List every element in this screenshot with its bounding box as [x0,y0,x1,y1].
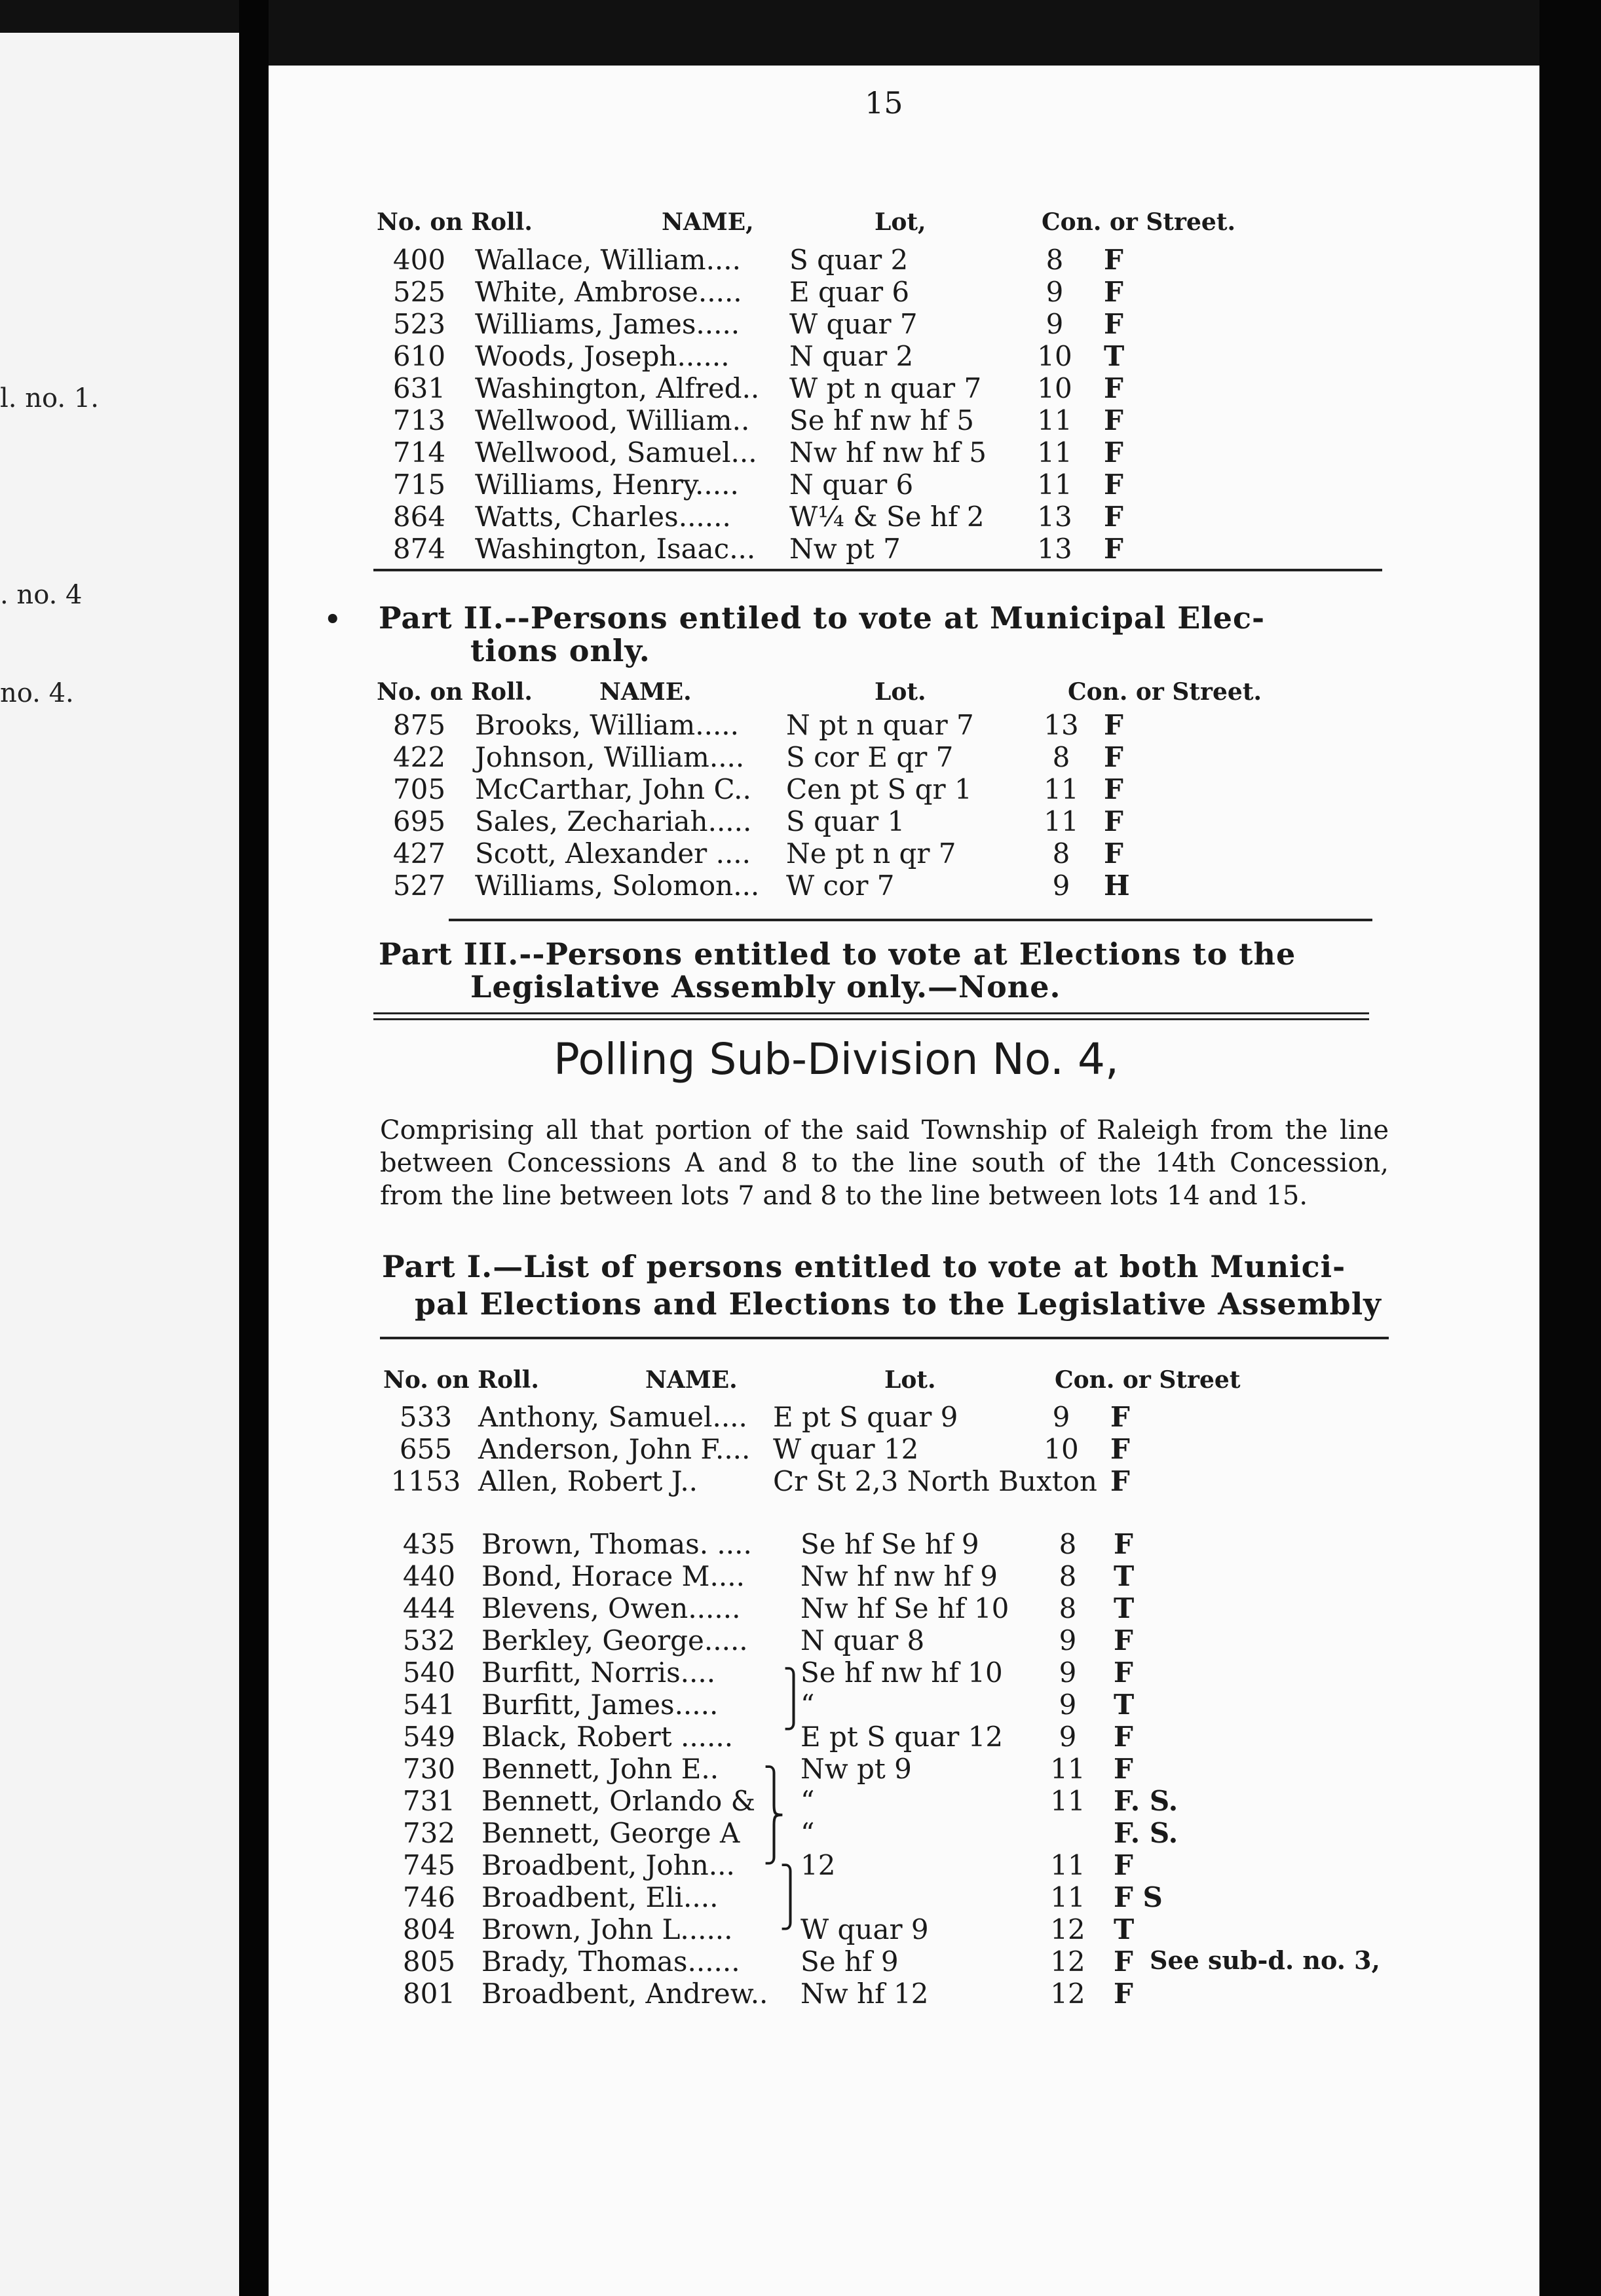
voter-name: Anderson, John F.... [478,1433,751,1465]
lot: “ [800,1785,815,1817]
concession: 13 [1037,501,1072,533]
roll-number: 525 [392,276,446,308]
lot: N quar 8 [800,1624,925,1656]
table-row [0,1433,1601,1464]
lot: Nw pt 9 [800,1753,912,1785]
table-row [0,469,1601,500]
concession: 8 [1059,1560,1077,1592]
concession: 8 [1045,244,1064,276]
lot: W¼ & Se hf 2 [789,501,985,533]
column-header-lot: Lot, [875,208,926,236]
tenure: F [1114,1624,1133,1656]
lot: “ [800,1689,815,1721]
tenure: F [1104,533,1123,565]
table-row [0,1528,1601,1559]
lot: W quar 7 [789,308,918,340]
roll-number: 532 [402,1624,456,1656]
grouping-brace: ⎭ [763,1831,785,1865]
part3-title-line1: Part III.--Persons entitled to vote at Elections to the [379,936,1296,972]
tenure: T [1114,1592,1135,1624]
voter-name: Broadbent, Eli.... [481,1881,719,1913]
table-row [0,870,1601,901]
voter-name: Burfitt, James..... [481,1689,719,1721]
lot: Se hf nw hf 5 [789,404,974,436]
voter-name: Johnson, William.... [475,741,745,773]
lot: W pt n quar 7 [789,372,982,404]
table-row [0,372,1601,404]
voter-name: Wellwood, Samuel... [475,436,757,469]
roll-number: 715 [392,469,446,501]
table-row [0,244,1601,275]
lot: W quar 12 [773,1433,919,1465]
voter-name: McCarthar, John C.. [475,773,751,805]
tenure: F [1114,1978,1133,2010]
tenure: F [1104,805,1123,837]
lot: “ [800,1817,815,1849]
voter-name: Allen, Robert J.. [478,1465,698,1497]
roll-number: 730 [402,1753,456,1785]
roll-number: 746 [402,1881,456,1913]
table-row [0,1560,1601,1592]
table-row [0,1817,1601,1848]
voter-name: Williams, James..... [475,308,740,340]
concession: 10 [1037,340,1072,372]
table-row [0,1753,1601,1784]
voter-name: Williams, Solomon... [475,870,760,902]
part3-title-line2: Legislative Assembly only.—None. [470,969,1061,1004]
concession: 9 [1045,308,1064,340]
tenure: F [1104,436,1123,469]
voter-name: Brown, John L...... [481,1913,733,1945]
roll-number: 444 [402,1592,456,1624]
voter-name: Burfitt, Norris.... [481,1656,716,1689]
voter-name: Williams, Henry..... [475,469,739,501]
roll-number: 714 [392,436,446,469]
lot: N quar 6 [789,469,914,501]
lot: S quar 2 [789,244,909,276]
lot: Cen pt S qr 1 [786,773,972,805]
voter-name: Broadbent, Andrew.. [481,1978,768,2010]
concession: 9 [1052,870,1070,902]
lot: Nw hf nw hf 9 [800,1560,998,1592]
concession: 12 [1050,1913,1085,1945]
roll-number: 805 [402,1945,456,1978]
concession: 11 [1050,1785,1085,1817]
grouping-brace: ⎫ [780,1864,801,1898]
roll-number: 540 [402,1656,456,1689]
tenure: F. S. [1114,1817,1178,1849]
tenure: F [1104,837,1123,870]
roll-number: 1153 [390,1465,461,1497]
voter-name: Wellwood, William.. [475,404,750,436]
voter-name: Brady, Thomas...... [481,1945,740,1978]
column-header-name: NAME. [645,1366,738,1394]
tenure: T [1114,1560,1135,1592]
concession: 8 [1059,1592,1077,1624]
tenure: F [1114,1945,1133,1978]
roll-number: 523 [392,308,446,340]
lot: Cr St 2,3 North Buxton [773,1465,1097,1497]
voter-name: Broadbent, John... [481,1849,735,1881]
concession: 11 [1044,773,1079,805]
table-row [0,501,1601,532]
voter-name: Bennett, Orlando & [481,1785,756,1817]
table-row [0,1624,1601,1656]
grouping-brace: ⎬ [763,1799,785,1832]
tenure: F [1104,741,1123,773]
roll-number: 422 [392,741,446,773]
lot: Nw pt 7 [789,533,901,565]
tenure: F [1104,469,1123,501]
lot: Se hf Se hf 9 [800,1528,979,1560]
part1-title-line2: pal Elections and Elections to the Legislative Assembly [415,1286,1382,1322]
lot: Nw hf Se hf 10 [800,1592,1009,1624]
table-row [0,533,1601,564]
table-row [0,1945,1601,1977]
roll-number: 527 [392,870,446,902]
concession: 13 [1037,533,1072,565]
column-header-lot: Lot. [884,1366,936,1394]
table-row [0,837,1601,869]
concession: 9 [1052,1401,1070,1433]
lot: S cor E qr 7 [786,741,954,773]
lot: Nw hf 12 [800,1978,929,2010]
voter-name: Watts, Charles...... [475,501,731,533]
polling-subdivision-title: Polling Sub-Division No. 4, [554,1034,1119,1084]
roll-number: 440 [402,1560,456,1592]
lot: Ne pt n qr 7 [786,837,956,870]
tenure: F [1114,1849,1133,1881]
tenure: F [1104,404,1123,436]
tenure: T [1104,340,1125,372]
table-row [0,1401,1601,1432]
roll-number: 549 [402,1721,456,1753]
voter-name: Washington, Isaac... [475,533,756,565]
column-header-no: No. on Roll. [377,208,533,236]
tenure: T [1114,1689,1135,1721]
tenure: F. S. [1114,1785,1178,1817]
left-page-fragment: no. 4. [0,678,74,708]
roll-number: 655 [399,1433,453,1465]
roll-number: 732 [402,1817,456,1849]
voter-name: Scott, Alexander .... [475,837,751,870]
concession: 11 [1037,469,1072,501]
roll-number: 745 [402,1849,456,1881]
concession: 11 [1050,1849,1085,1881]
voter-name: Wallace, William.... [475,244,741,276]
lot: W cor 7 [786,870,895,902]
voter-name: Bennett, John E.. [481,1753,719,1785]
table-row [0,276,1601,307]
roll-number: 731 [402,1785,456,1817]
tenure: F [1114,1753,1133,1785]
table-row [0,805,1601,837]
voter-name: Anthony, Samuel.... [478,1401,747,1433]
tenure: F [1110,1401,1130,1433]
lot: E pt S quar 12 [800,1721,1004,1753]
lot: Se hf nw hf 10 [800,1656,1003,1689]
concession: 12 [1050,1945,1085,1978]
voter-name: Sales, Zechariah..... [475,805,752,837]
roll-number: 801 [402,1978,456,2010]
grouping-brace: ⎫ [763,1766,785,1799]
tenure: F S [1114,1881,1163,1913]
grouping-brace: ⎫ [783,1668,804,1701]
column-header-name: NAME, [662,208,754,236]
voter-name: Blevens, Owen...... [481,1592,741,1624]
column-header-con: Con. or Street. [1068,678,1262,706]
tenure: F [1104,372,1123,404]
roll-number: 541 [402,1689,456,1721]
part2-title-line1: Part II.--Persons entiled to vote at Municipal Elec- [379,600,1266,636]
tenure: F [1114,1721,1133,1753]
tenure: F [1104,244,1123,276]
page-number: 15 [865,85,903,121]
tenure: F [1104,276,1123,308]
voter-name: Bond, Horace M.... [481,1560,745,1592]
section-rule [373,569,1382,571]
concession: 9 [1059,1689,1077,1721]
subdivision-description: Comprising all that portion of the said Township of Raleigh from the line between Concessions A and 8 to the line south of the 14th Concession, from the line between lots 7 and 8 to the line between lots 14 and 15. [380,1115,1389,1211]
voter-name: Bennett, George A [481,1817,740,1849]
table-row [0,340,1601,372]
roll-number: 804 [402,1913,456,1945]
voter-name: Brooks, William..... [475,709,739,741]
part1-title-line1: Part I.—List of persons entitled to vote at both Munici- [382,1249,1346,1284]
section-rule [449,919,1372,921]
lot: 12 [800,1849,836,1881]
double-rule [373,1012,1369,1020]
roll-number: 713 [392,404,446,436]
left-page-fragment: . no. 4 [0,580,83,610]
concession: 11 [1050,1753,1085,1785]
roll-number: 400 [392,244,446,276]
roll-number: 427 [392,837,446,870]
roll-number: 533 [399,1401,453,1433]
part2-title-line2: tions only. [470,633,650,668]
concession: 10 [1037,372,1072,404]
voter-name: Berkley, George..... [481,1624,748,1656]
lot: E pt S quar 9 [773,1401,958,1433]
concession: 11 [1044,805,1079,837]
column-header-no: No. on Roll. [383,1366,539,1394]
roll-number: 631 [392,372,446,404]
margin-note: See sub-d. no. 3, [1150,1945,1380,1975]
table-row [0,741,1601,773]
roll-number: 695 [392,805,446,837]
concession: 8 [1052,837,1070,870]
concession: 9 [1059,1721,1077,1753]
section-rule [380,1337,1389,1339]
concession: 9 [1045,276,1064,308]
lot: N pt n quar 7 [786,709,974,741]
lot: Nw hf nw hf 5 [789,436,987,469]
roll-number: 864 [392,501,446,533]
concession: 11 [1050,1881,1085,1913]
tenure: F [1104,773,1123,805]
tenure: F [1114,1656,1133,1689]
bullet-mark: • [324,604,341,635]
concession: 12 [1050,1978,1085,2010]
tenure: F [1114,1528,1133,1560]
column-header-name: NAME. [599,678,692,706]
tenure: F [1110,1465,1130,1497]
lot: N quar 2 [789,340,914,372]
lot: Se hf 9 [800,1945,899,1978]
table-row [0,1465,1601,1497]
concession: 9 [1059,1656,1077,1689]
column-header-con: Con. or Street. [1042,208,1235,236]
roll-number: 875 [392,709,446,741]
tenure: T [1114,1913,1135,1945]
roll-number: 435 [402,1528,456,1560]
voter-name: Brown, Thomas. .... [481,1528,752,1560]
concession: 9 [1059,1624,1077,1656]
concession: 11 [1037,404,1072,436]
lot: S quar 1 [786,805,905,837]
tenure: F [1110,1433,1130,1465]
table-row [0,709,1601,740]
concession: 8 [1059,1528,1077,1560]
column-header-lot: Lot. [875,678,926,706]
voter-name: Washington, Alfred.. [475,372,760,404]
grouping-brace: ⎭ [780,1897,801,1930]
table-row [0,773,1601,805]
lot: W quar 9 [800,1913,929,1945]
voter-name: Woods, Joseph...... [475,340,730,372]
table-row [0,308,1601,339]
tenure: F [1104,501,1123,533]
tenure: F [1104,308,1123,340]
voter-name: White, Ambrose..... [475,276,742,308]
concession: 11 [1037,436,1072,469]
voter-name: Black, Robert ...... [481,1721,734,1753]
roll-number: 610 [392,340,446,372]
column-header-no: No. on Roll. [377,678,533,706]
roll-number: 705 [392,773,446,805]
table-row [0,1592,1601,1624]
table-row [0,404,1601,436]
grouping-brace: ⎭ [783,1697,804,1731]
column-header-con: Con. or Street [1055,1366,1241,1394]
roll-number: 874 [392,533,446,565]
lot: E quar 6 [789,276,910,308]
concession: 8 [1052,741,1070,773]
table-row [0,1978,1601,2009]
tenure: F [1104,709,1123,741]
concession: 13 [1044,709,1079,741]
left-page-fragment: l. no. 1. [0,383,99,413]
concession: 10 [1044,1433,1079,1465]
table-row [0,1785,1601,1816]
tenure: H [1104,870,1130,902]
table-row [0,436,1601,468]
